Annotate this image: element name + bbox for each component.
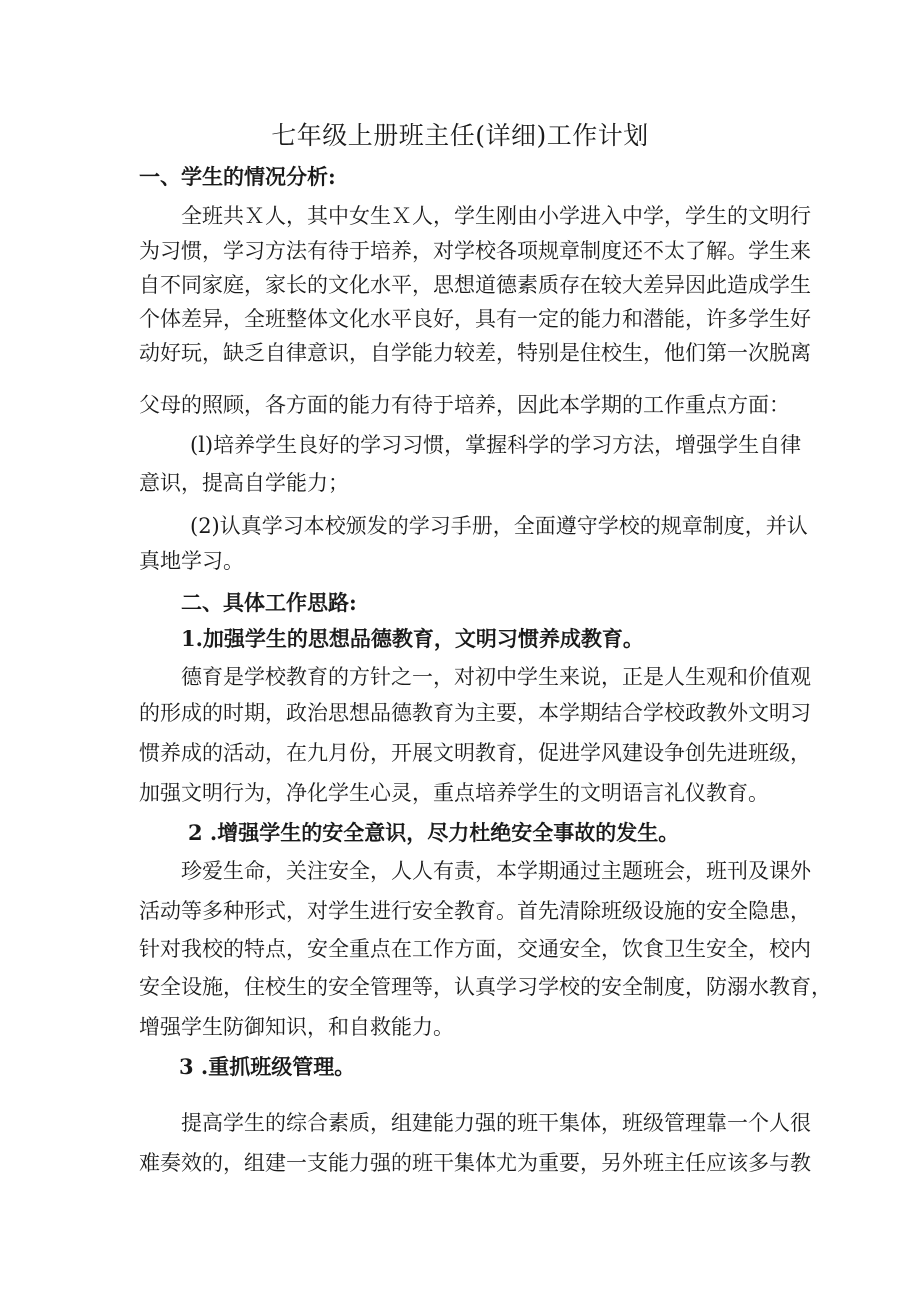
paragraph-line: 针对我校的特点，安全重点在工作方面，交通安全，饮食卫生安全，校内: [139, 937, 811, 961]
paragraph-line: 动好玩，缺乏自律意识，自学能力较差，特别是住校生，他们第一次脱离: [139, 341, 811, 365]
list-item-line: (2)认真学习本校颁发的学习手册，全面遵守学校的规章制度，并认: [190, 514, 808, 538]
list-item-line: 意识，提高自学能力；: [139, 471, 349, 495]
paragraph-line: 德育是学校教育的方针之一，对初中学生来说，正是人生观和价值观: [181, 665, 811, 689]
paragraph-line: 加强文明行为，净化学生心灵，重点培养学生的文明语言礼仪教育。: [139, 781, 769, 805]
paragraph-line: 活动等多种形式，对学生进行安全教育。首先清除班级设施的安全隐患，: [139, 899, 811, 923]
paragraph-line: 提高学生的综合素质，组建能力强的班干集体，班级管理靠一个人很: [181, 1111, 811, 1135]
subsection-heading-1: 1.加强学生的思想品德教育，文明习惯养成教育。: [181, 626, 644, 651]
subsection-heading-3: 3 .重抓班级管理。: [179, 1054, 356, 1079]
list-item-line: 真地学习。: [139, 549, 244, 573]
paragraph-line: 全班共Ｘ人，其中女生Ｘ人，学生刚由小学进入中学，学生的文明行: [181, 204, 811, 228]
paragraph-line: 个体差异，全班整体文化水平良好，具有一定的能力和潜能，许多学生好: [139, 307, 811, 331]
section-heading-1: 一、学生的情况分析:: [139, 164, 336, 189]
paragraph-line: 安全设施，住校生的安全管理等，认真学习学校的安全制度，防溺水教育，: [139, 975, 832, 999]
paragraph-line: 珍爱生命，关注安全，人人有责，本学期通过主题班会，班刊及课外: [181, 859, 811, 883]
paragraph-line: 父母的照顾，各方面的能力有待于培养，因此本学期的工作重点方面：: [139, 393, 790, 417]
document-title: 七年级上册班主任(详细)工作计划: [271, 121, 649, 150]
paragraph-line: 为习惯，学习方法有待于培养，对学校各项规章制度还不太了解。学生来: [139, 239, 811, 263]
paragraph-line: 难奏效的，组建一支能力强的班干集体尤为重要，另外班主任应该多与教: [139, 1151, 811, 1175]
subsection-heading-2: 2 .增强学生的安全意识，尽力杜绝安全事故的发生。: [188, 820, 680, 845]
paragraph-line: 自不同家庭，家长的文化水平，思想道德素质存在较大差异因此造成学生: [139, 273, 811, 297]
paragraph-line: 的形成的时期，政治思想品德教育为主要，本学期结合学校政教外文明习: [139, 701, 811, 725]
paragraph-line: 增强学生防御知识，和自救能力。: [139, 1015, 454, 1039]
section-heading-2: 二、具体工作思路:: [181, 590, 357, 615]
paragraph-line: 惯养成的活动，在九月份，开展文明教育，促进学风建设争创先进班级，: [139, 741, 811, 765]
list-item-line: (l)培养学生良好的学习习惯，掌握科学的学习方法，增强学生自律: [190, 433, 802, 457]
